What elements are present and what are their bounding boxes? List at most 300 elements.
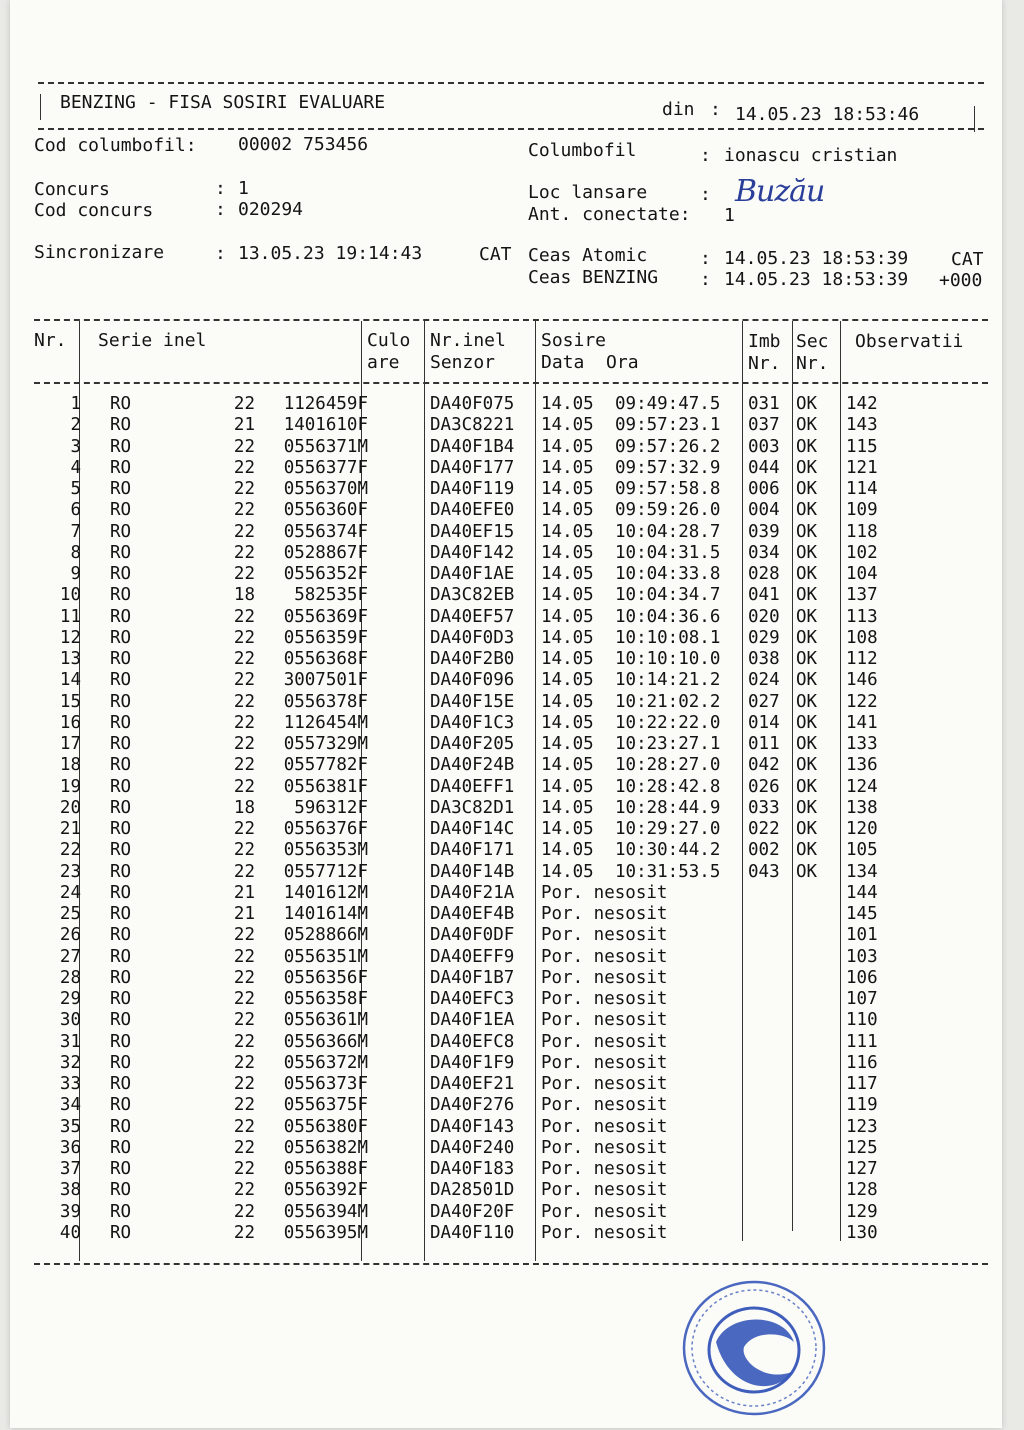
row-country: RO	[110, 1116, 132, 1137]
row-imb: 042	[748, 755, 780, 776]
table-row	[10, 734, 1002, 755]
row-ring: 0556371M	[283, 436, 368, 457]
row-sec: OK	[796, 585, 818, 606]
sincronizare-value: 13.05.23 19:14:43	[238, 243, 423, 264]
concurs-value: 1	[238, 178, 249, 199]
table-top-rule	[34, 319, 988, 321]
row-date: 14.05	[541, 861, 594, 882]
row-sec: OK	[796, 670, 818, 691]
col-header-culoare-2: are	[367, 352, 400, 373]
row-ring: 0557712F	[283, 861, 368, 882]
row-country: RO	[110, 649, 132, 669]
table-row	[10, 819, 1002, 840]
row-country: RO	[110, 797, 132, 818]
row-country: RO	[110, 776, 132, 797]
row-time: 10:04:34.7	[615, 585, 721, 606]
row-year: 18	[233, 797, 255, 818]
table-row	[10, 585, 1002, 606]
row-nr: 21	[59, 819, 81, 839]
row-sensor: DA40F276	[430, 1095, 515, 1116]
row-sensor: DA40F075	[430, 394, 515, 414]
row-status: Por. nesosit	[541, 882, 668, 903]
row-time: 10:04:33.8	[615, 564, 721, 584]
table-row	[10, 607, 1002, 628]
row-imb: 034	[748, 542, 780, 563]
cod-columbofil-value: 00002 753456	[238, 134, 369, 155]
row-sensor: DA40F0D3	[430, 627, 515, 648]
row-observatii: 133	[846, 734, 878, 754]
row-ring: 0556359F	[283, 627, 368, 648]
row-observatii: 123	[846, 1116, 878, 1137]
row-observatii: 138	[846, 797, 878, 818]
row-observatii: 120	[846, 819, 878, 839]
row-nr: 17	[59, 734, 81, 754]
table-row	[10, 713, 1002, 734]
row-nr: 31	[59, 1031, 81, 1052]
row-sensor: DA40F21A	[430, 882, 515, 903]
row-time: 09:49:47.5	[615, 394, 721, 414]
row-status: Por. nesosit	[541, 904, 668, 924]
row-imb: 022	[748, 819, 780, 839]
row-year: 22	[233, 564, 255, 584]
header-top-rule	[38, 82, 984, 84]
table-row	[10, 479, 1002, 500]
row-imb: 043	[748, 861, 780, 882]
table-row	[10, 1095, 1002, 1116]
row-sensor: DA40F14C	[430, 819, 515, 839]
row-observatii: 104	[846, 564, 878, 584]
row-date: 14.05	[541, 542, 594, 563]
row-observatii: 146	[846, 670, 878, 691]
col-header-observatii: Observatii	[855, 331, 964, 352]
row-country: RO	[110, 457, 132, 478]
row-ring: 3007501F	[283, 670, 368, 691]
table-row	[10, 755, 1002, 776]
row-nr: 28	[59, 967, 81, 988]
row-year: 22	[233, 755, 255, 776]
row-sensor: DA40F171	[430, 840, 515, 861]
row-time: 10:28:27.0	[615, 755, 721, 776]
row-imb: 004	[748, 500, 780, 521]
row-year: 22	[233, 1159, 255, 1179]
row-year: 22	[233, 861, 255, 882]
row-year: 22	[233, 776, 255, 797]
row-sensor: DA40EF15	[430, 521, 515, 542]
row-time: 10:30:44.2	[615, 840, 721, 861]
row-sensor: DA40F183	[430, 1159, 515, 1179]
row-country: RO	[110, 1031, 132, 1052]
table-row	[10, 1202, 1002, 1223]
row-country: RO	[110, 989, 132, 1009]
row-ring: 0556382M	[283, 1137, 368, 1158]
row-country: RO	[110, 882, 132, 903]
row-nr: 30	[59, 1010, 81, 1031]
row-country: RO	[110, 670, 132, 691]
row-sensor: DA40F240	[430, 1137, 515, 1158]
row-status: Por. nesosit	[541, 1010, 668, 1031]
row-ring: 0556352F	[283, 564, 368, 584]
row-year: 22	[233, 394, 255, 414]
row-year: 21	[233, 904, 255, 924]
row-ring: 0528867F	[283, 542, 368, 563]
row-country: RO	[110, 691, 132, 712]
row-sensor: DA40EF4B	[430, 904, 515, 924]
row-imb: 006	[748, 479, 780, 499]
row-year: 22	[233, 670, 255, 691]
document-page: BENZING - FISA SOSIRI EVALUARE din : 14.05.23 18:53:46 Cod columbofil: 00002 753456 Columbofil : ionascu cristian Concurs : 1 Cod concurs : 020294 Loc lansare : Buzău Ant. conectate: 1 Sincronizare : 13.05.23 19:14:43 CAT Ceas Atomic : 14.05.23 18:53:39 CAT Ceas BENZING : 14.05.23 18:53:39 +000 Nr. Serie inel Culo are Nr.inel Senzor Sosire Data Ora Imb Nr. Sec Nr. Observatii 1 RO 22 1126459F DA40F075 14.05 09:49:47.5 031 OK 142 2 RO 21 1401610F DA3C8221 14.05 09:57:23.1 037 OK 143 3 RO 22 0556371M DA40F1B4 14.05 09:57:26.2 003 OK 115 4 RO 22 0556377F DA40F177 14.05 09:57:32.9 044 OK 121 5 RO 22 0556370M DA40F119 14.05 09:57:58.8 006 OK 114 6 RO 22 0556360F DA40EFE0 14.05 09:59:26.0 004 OK 109 7 RO 22 0556374F DA40EF15 14.05 10:04:28.7 039 OK 118 8 RO 22 0528867F DA40F142 14.05 10:04:31.5 034 OK 102 9 RO 22 0556352F DA40F1AE 14.05 10:04:33.8 028 OK 104 10 RO 18 582535F DA3C82EB 14.05 10:04:34.7 041 OK 137 11 RO 22 0556369F DA40EF57 14.05 10:04:36.6 020 OK 113 12 RO 22 0556359F DA40F0D3 14.05 10:10:08.1 029 OK 108 13 RO 22 0556368F DA40F2B0 14.05 10:10:10.0 038 OK 112 14 RO 22 3007501F DA40F096 14.05 10:14:21.2 024 OK 146 15 RO 22 0556378F DA40F15E 14.05 10:21:02.2 027 OK 122 16 RO 22 1126454M DA40F1C3 14.05 10:22:22.0 014 OK 141 17 RO 22 0557329M DA40F205 14.05 10:23:27.1 011 OK 133 18 RO 22 0557782F DA40F24B 14.05 10:28:27.0 042 OK 136 19 RO 22 0556381F DA40EFF1 14.05 10:28:42.8 026 OK 124 20 RO 18 596312F DA3C82D1 14.05 10:28:44.9 033 OK 138 21 RO 22 0556376F DA40F14C 14.05 10:29:27.0 022 OK 120 22 RO 22 0556353M DA40F171 14.05 10:30:44.2 002 OK 105 23 RO 22 0557712F DA40F14B 14.05 10:31:53.5 043 OK 134 24 RO 21 1401612M DA40F21A Por. nesosit 144 25 RO 21 1401614M DA40EF4B Por. nesosit 145 26 RO 22 0528866M DA40F0DF Por. nesosit 101 27 RO 22 0556351M DA40EFF9 Por. nesosit 103 28 RO 22 0556356F DA40F1B7 Por. nesosit 106 29 RO 22 0556358F DA40EFC3 Por. nesosit 107 30 RO 22 0556361M DA40F1EA Por. nesosit 110 31 RO 22 0556366M DA40EFC8 Por. nesosit 111 32 RO 22 0556372M DA40F1F9 Por. nesosit 116 33 RO 22 0556373F DA40EF21 Por. nesosit 117 34 RO 22 0556375F DA40F276 Por. nesosit 119 35 RO 22 0556380F DA40F143 Por. nesosit 123 36 RO 22 0556382M DA40F240 Por. nesosit 125 37 RO 22 0556388F DA40F183 Por. nesosit 127 38 RO 22 0556392F DA28501D Por. nesosit 128 39 RO 22 0556394M DA40F20F Por. nesosit 129 40 RO 22 0556395M DA40F110 Por. nesosit 130	[10, 0, 1002, 1428]
row-sensor: DA40EFC8	[430, 1031, 515, 1052]
row-status: Por. nesosit	[541, 989, 668, 1009]
din-label: din	[662, 99, 695, 120]
row-ring: 0556381F	[283, 776, 368, 797]
row-time: 10:28:44.9	[615, 797, 721, 818]
row-country: RO	[110, 606, 132, 627]
ceas-atomic-tz: CAT	[951, 249, 984, 270]
row-time: 10:04:36.6	[615, 606, 721, 627]
row-nr: 24	[59, 882, 81, 903]
row-date: 14.05	[541, 521, 594, 542]
row-country: RO	[110, 712, 132, 733]
row-observatii: 115	[846, 436, 878, 457]
row-time: 09:57:26.2	[615, 436, 721, 457]
row-sec: OK	[796, 734, 818, 754]
row-sec: OK	[796, 649, 818, 669]
row-imb: 037	[748, 415, 780, 436]
row-observatii: 102	[846, 542, 878, 563]
row-observatii: 125	[846, 1137, 878, 1158]
row-ring: 596312F	[294, 797, 368, 818]
row-sec: OK	[796, 521, 818, 542]
row-observatii: 112	[846, 649, 878, 669]
row-year: 22	[233, 946, 255, 967]
row-country: RO	[110, 861, 132, 882]
row-nr: 34	[59, 1095, 81, 1116]
row-observatii: 110	[846, 1010, 878, 1031]
table-row	[10, 1010, 1002, 1031]
row-country: RO	[110, 904, 132, 924]
row-sec: OK	[796, 840, 818, 861]
table-row	[10, 883, 1002, 904]
row-imb: 003	[748, 436, 780, 457]
table-row	[10, 415, 1002, 436]
row-nr: 6	[70, 500, 81, 521]
ceas-atomic-value: 14.05.23 18:53:39	[724, 248, 909, 269]
row-time: 10:29:27.0	[615, 819, 721, 839]
row-observatii: 101	[846, 925, 878, 946]
col-header-nr: Nr.	[34, 330, 67, 351]
row-country: RO	[110, 925, 132, 946]
row-year: 22	[233, 1180, 255, 1201]
ant-conectate-label: Ant. conectate:	[528, 204, 691, 225]
row-status: Por. nesosit	[541, 925, 668, 946]
col-header-senzor: Senzor	[430, 352, 496, 373]
table-row	[10, 543, 1002, 564]
row-status: Por. nesosit	[541, 946, 668, 967]
row-year: 22	[233, 1031, 255, 1052]
row-country: RO	[110, 415, 132, 436]
row-observatii: 128	[846, 1180, 878, 1201]
row-sec: OK	[796, 436, 818, 457]
row-ring: 0556369F	[283, 606, 368, 627]
row-sensor: DA40F096	[430, 670, 515, 691]
row-nr: 9	[70, 564, 81, 584]
col-header-culoare: Culo	[367, 330, 411, 351]
row-nr: 16	[59, 712, 81, 733]
row-status: Por. nesosit	[541, 1031, 668, 1052]
din-value: 14.05.23 18:53:46	[735, 104, 920, 125]
row-imb: 028	[748, 564, 780, 584]
row-date: 14.05	[541, 479, 594, 499]
row-country: RO	[110, 819, 132, 839]
row-sensor: DA40EFC3	[430, 989, 515, 1009]
row-nr: 1	[70, 394, 81, 414]
columbofil-label: Columbofil	[528, 140, 637, 161]
row-sensor: DA40EF21	[430, 1074, 515, 1094]
row-country: RO	[110, 840, 132, 861]
row-status: Por. nesosit	[541, 1116, 668, 1137]
row-observatii: 105	[846, 840, 878, 861]
row-imb: 031	[748, 394, 780, 414]
table-row	[10, 1032, 1002, 1053]
row-imb: 024	[748, 670, 780, 691]
row-sec: OK	[796, 691, 818, 712]
row-observatii: 106	[846, 967, 878, 988]
row-sensor: DA40EFF9	[430, 946, 515, 967]
row-observatii: 134	[846, 861, 878, 882]
row-ring: 0556374F	[283, 521, 368, 542]
row-observatii: 143	[846, 415, 878, 436]
row-ring: 0556360F	[283, 500, 368, 521]
row-country: RO	[110, 1074, 132, 1094]
row-ring: 0556366M	[283, 1031, 368, 1052]
row-sensor: DA40F2B0	[430, 649, 515, 669]
row-year: 22	[233, 1074, 255, 1094]
row-year: 22	[233, 691, 255, 712]
row-ring: 0557329M	[283, 734, 368, 754]
row-imb: 033	[748, 797, 780, 818]
row-ring: 0556370M	[283, 479, 368, 499]
header-left-bar	[40, 94, 41, 120]
sincronizare-label: Sincronizare	[34, 242, 165, 263]
row-time: 10:22:22.0	[615, 712, 721, 733]
table-row	[10, 904, 1002, 925]
row-country: RO	[110, 436, 132, 457]
row-sensor: DA40F205	[430, 734, 515, 754]
row-nr: 7	[70, 521, 81, 542]
row-time: 10:14:21.2	[615, 670, 721, 691]
row-status: Por. nesosit	[541, 1052, 668, 1073]
table-row	[10, 649, 1002, 670]
row-sensor: DA3C8221	[430, 415, 515, 436]
row-sensor: DA40F15E	[430, 691, 515, 712]
row-nr: 5	[70, 479, 81, 499]
row-observatii: 127	[846, 1159, 878, 1179]
table-row	[10, 798, 1002, 819]
row-sec: OK	[796, 776, 818, 797]
col-header-imb: Imb	[748, 331, 781, 352]
header-right-bar	[974, 106, 975, 132]
row-imb: 002	[748, 840, 780, 861]
row-sensor: DA40F119	[430, 479, 515, 499]
row-sensor: DA40F1EA	[430, 1010, 515, 1031]
row-sensor: DA28501D	[430, 1180, 515, 1201]
col-header-nr-inel: Nr.inel	[430, 330, 506, 351]
row-ring: 0556368F	[283, 649, 368, 669]
row-nr: 40	[59, 1222, 81, 1243]
row-ring: 0556353M	[283, 840, 368, 861]
table-row	[10, 522, 1002, 543]
table-row	[10, 564, 1002, 585]
row-sensor: DA40F1B7	[430, 967, 515, 988]
row-nr: 23	[59, 861, 81, 882]
row-sensor: DA40F110	[430, 1222, 515, 1243]
row-date: 14.05	[541, 415, 594, 436]
row-country: RO	[110, 1052, 132, 1073]
row-observatii: 117	[846, 1074, 878, 1094]
row-sensor: DA40F1F9	[430, 1052, 515, 1073]
row-ring: 0557782F	[283, 755, 368, 776]
row-date: 14.05	[541, 691, 594, 712]
row-nr: 10	[59, 585, 81, 606]
row-ring: 0556380F	[283, 1116, 368, 1137]
row-time: 10:10:08.1	[615, 627, 721, 648]
row-sensor: DA40EFE0	[430, 500, 515, 521]
row-nr: 35	[59, 1116, 81, 1137]
row-sec: OK	[796, 457, 818, 478]
row-observatii: 109	[846, 500, 878, 521]
row-observatii: 119	[846, 1095, 878, 1116]
sincronizare-tz: CAT	[479, 244, 512, 265]
row-nr: 22	[59, 840, 81, 861]
row-nr: 25	[59, 904, 81, 924]
row-sec: OK	[796, 606, 818, 627]
ceas-benzing-offset: +000	[939, 270, 983, 291]
row-observatii: 118	[846, 521, 878, 542]
row-nr: 2	[70, 415, 81, 436]
table-row	[10, 968, 1002, 989]
ceas-benzing-label: Ceas BENZING	[528, 267, 659, 288]
row-imb: 039	[748, 521, 780, 542]
table-row	[10, 1223, 1002, 1244]
row-observatii: 137	[846, 585, 878, 606]
row-observatii: 144	[846, 882, 878, 903]
row-year: 22	[233, 479, 255, 499]
col-header-data-ora: Data Ora	[541, 352, 639, 373]
row-status: Por. nesosit	[541, 1095, 668, 1116]
row-sensor: DA40F24B	[430, 755, 515, 776]
row-nr: 36	[59, 1137, 81, 1158]
table-header-rule	[34, 382, 988, 384]
row-imb: 041	[748, 585, 780, 606]
row-nr: 20	[59, 797, 81, 818]
row-ring: 0556372M	[283, 1052, 368, 1073]
table-row	[10, 670, 1002, 691]
table-row	[10, 1159, 1002, 1180]
row-date: 14.05	[541, 734, 594, 754]
row-date: 14.05	[541, 776, 594, 797]
row-imb: 011	[748, 734, 780, 754]
row-date: 14.05	[541, 436, 594, 457]
row-sensor: DA40F0DF	[430, 925, 515, 946]
row-observatii: 130	[846, 1222, 878, 1243]
row-country: RO	[110, 1095, 132, 1116]
row-nr: 32	[59, 1052, 81, 1073]
row-nr: 38	[59, 1180, 81, 1201]
row-ring: 0556394M	[283, 1201, 368, 1222]
row-nr: 15	[59, 691, 81, 712]
row-sensor: DA40F177	[430, 457, 515, 478]
row-year: 21	[233, 415, 255, 436]
row-ring: 0556378F	[283, 691, 368, 712]
row-ring: 0556373F	[283, 1074, 368, 1094]
table-row	[10, 437, 1002, 458]
row-date: 14.05	[541, 797, 594, 818]
row-ring: 0556375F	[283, 1095, 368, 1116]
row-year: 22	[233, 1222, 255, 1243]
row-sensor: DA3C82EB	[430, 585, 515, 606]
row-nr: 4	[70, 457, 81, 478]
row-time: 09:57:58.8	[615, 479, 721, 499]
row-country: RO	[110, 1010, 132, 1031]
row-year: 22	[233, 1095, 255, 1116]
row-observatii: 116	[846, 1052, 878, 1073]
table-row	[10, 840, 1002, 861]
table-row	[10, 692, 1002, 713]
row-time: 09:59:26.0	[615, 500, 721, 521]
row-nr: 8	[70, 542, 81, 563]
row-date: 14.05	[541, 712, 594, 733]
row-ring: 582535F	[294, 585, 368, 606]
table-row	[10, 500, 1002, 521]
table-row	[10, 925, 1002, 946]
row-imb: 029	[748, 627, 780, 648]
row-year: 22	[233, 649, 255, 669]
row-date: 14.05	[541, 670, 594, 691]
row-year: 22	[233, 925, 255, 946]
row-sec: OK	[796, 415, 818, 436]
round-seal-icon	[674, 1272, 834, 1422]
row-imb: 038	[748, 649, 780, 669]
row-observatii: 142	[846, 394, 878, 414]
table-row	[10, 862, 1002, 883]
row-status: Por. nesosit	[541, 1180, 668, 1201]
columbofil-value: ionascu cristian	[724, 145, 898, 166]
row-ring: 1126454M	[283, 712, 368, 733]
row-status: Por. nesosit	[541, 1201, 668, 1222]
ceas-atomic-label: Ceas Atomic	[528, 245, 648, 266]
table-row	[10, 947, 1002, 968]
row-year: 22	[233, 521, 255, 542]
row-year: 22	[233, 1010, 255, 1031]
row-date: 14.05	[541, 819, 594, 839]
row-time: 10:10:10.0	[615, 649, 721, 669]
row-nr: 14	[59, 670, 81, 691]
row-nr: 29	[59, 989, 81, 1009]
col-header-sosire: Sosire	[541, 330, 607, 351]
row-imb: 014	[748, 712, 780, 733]
ant-conectate-value: 1	[724, 205, 735, 226]
table-row	[10, 1117, 1002, 1138]
row-observatii: 136	[846, 755, 878, 776]
table-row	[10, 394, 1002, 415]
row-observatii: 121	[846, 457, 878, 478]
concurs-label: Concurs	[34, 179, 110, 200]
row-country: RO	[110, 1159, 132, 1179]
row-date: 14.05	[541, 649, 594, 669]
handwritten-loc-lansare: Buzău	[735, 174, 825, 209]
row-year: 22	[233, 840, 255, 861]
row-observatii: 141	[846, 712, 878, 733]
